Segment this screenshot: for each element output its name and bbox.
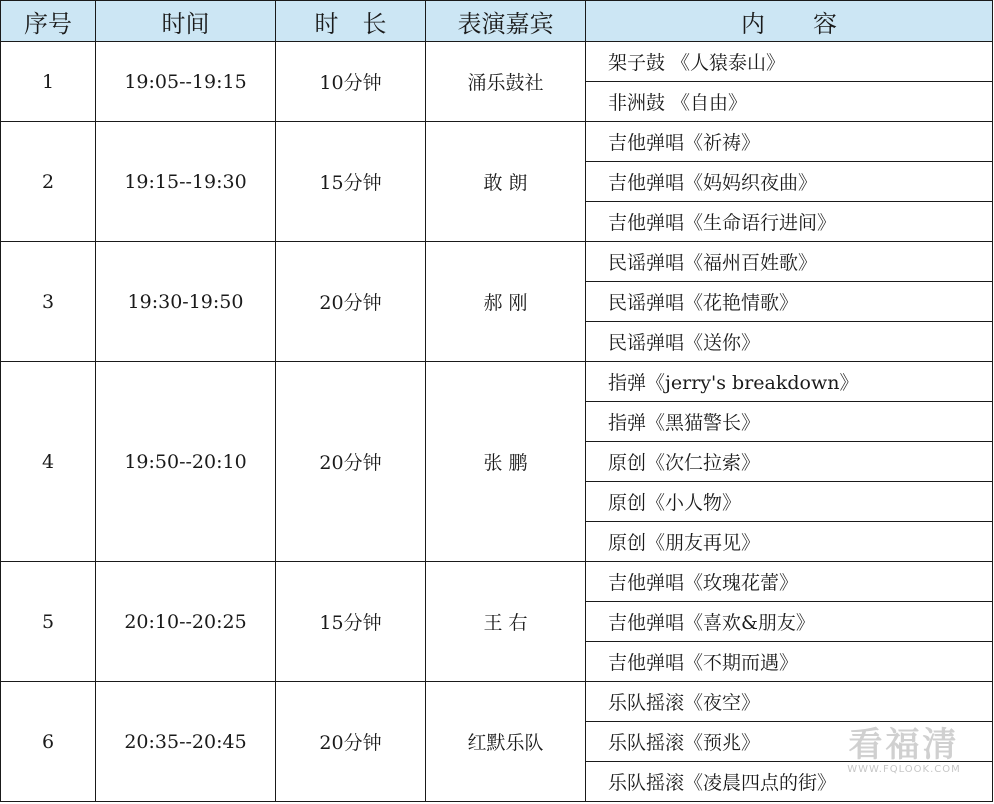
table-row [1, 122, 993, 162]
content-cell: 乐队摇滚《预兆》 [586, 722, 993, 762]
content-cell: 吉他弹唱《生命语行进间》 [586, 202, 993, 242]
content-cell: 乐队摇滚《凌晨四点的街》 [586, 762, 993, 802]
content-cell: 原创《小人物》 [586, 482, 993, 522]
guest-cell: 张 鹏 [426, 362, 586, 562]
time-cell: 19:15--19:30 [96, 122, 276, 242]
content-cell: 吉他弹唱《不期而遇》 [586, 642, 993, 682]
content-cell: 吉他弹唱《妈妈织夜曲》 [586, 162, 993, 202]
guest-cell: 红默乐队 [426, 682, 586, 802]
content-cell: 原创《次仁拉索》 [586, 442, 993, 482]
duration-cell: 20分钟 [276, 682, 426, 802]
guest-cell: 敢 朗 [426, 122, 586, 242]
time-cell: 19:30-19:50 [96, 242, 276, 362]
header-row [1, 1, 993, 42]
content-cell: 指弹《jerry's breakdown》 [586, 362, 993, 402]
header-index: 序号 [1, 1, 96, 42]
time-cell: 19:05--19:15 [96, 42, 276, 122]
index-cell: 5 [1, 562, 96, 682]
guest-cell: 王 右 [426, 562, 586, 682]
watermark-text: 看福清 [848, 725, 960, 765]
table-row [1, 362, 993, 402]
index-cell: 3 [1, 242, 96, 362]
duration-cell: 20分钟 [276, 242, 426, 362]
content-cell: 吉他弹唱《喜欢&朋友》 [586, 602, 993, 642]
table-row [1, 682, 993, 722]
index-cell: 6 [1, 682, 96, 802]
time-cell: 19:50--20:10 [96, 362, 276, 562]
table-row [1, 562, 993, 602]
content-cell: 民谣弹唱《送你》 [586, 322, 993, 362]
content-cell: 架子鼓 《人猿泰山》 [586, 42, 993, 82]
header-guest: 表演嘉宾 [426, 1, 586, 42]
content-cell: 非洲鼓 《自由》 [586, 82, 993, 122]
content-cell: 指弹《黑猫警长》 [586, 402, 993, 442]
index-cell: 1 [1, 42, 96, 122]
header-time: 时间 [96, 1, 276, 42]
content-cell: 原创《朋友再见》 [586, 522, 993, 562]
content-cell: 民谣弹唱《花艳情歌》 [586, 282, 993, 322]
content-cell: 民谣弹唱《福州百姓歌》 [586, 242, 993, 282]
index-cell: 4 [1, 362, 96, 562]
content-cell: 吉他弹唱《玫瑰花蕾》 [586, 562, 993, 602]
watermark-url: WWW.FQLOOK.COM [847, 764, 961, 775]
time-cell: 20:10--20:25 [96, 562, 276, 682]
guest-cell: 郝 刚 [426, 242, 586, 362]
header-content: 内 容 [586, 1, 993, 42]
duration-cell: 15分钟 [276, 562, 426, 682]
duration-cell: 10分钟 [276, 42, 426, 122]
header-duration: 时 长 [276, 1, 426, 42]
duration-cell: 20分钟 [276, 362, 426, 562]
content-cell: 乐队摇滚《夜空》 [586, 682, 993, 722]
content-cell: 吉他弹唱《祈祷》 [586, 122, 993, 162]
guest-cell: 涌乐鼓社 [426, 42, 586, 122]
table-row [1, 42, 993, 82]
schedule-body [1, 42, 993, 802]
index-cell: 2 [1, 122, 96, 242]
table-row [1, 242, 993, 282]
time-cell: 20:35--20:45 [96, 682, 276, 802]
duration-cell: 15分钟 [276, 122, 426, 242]
